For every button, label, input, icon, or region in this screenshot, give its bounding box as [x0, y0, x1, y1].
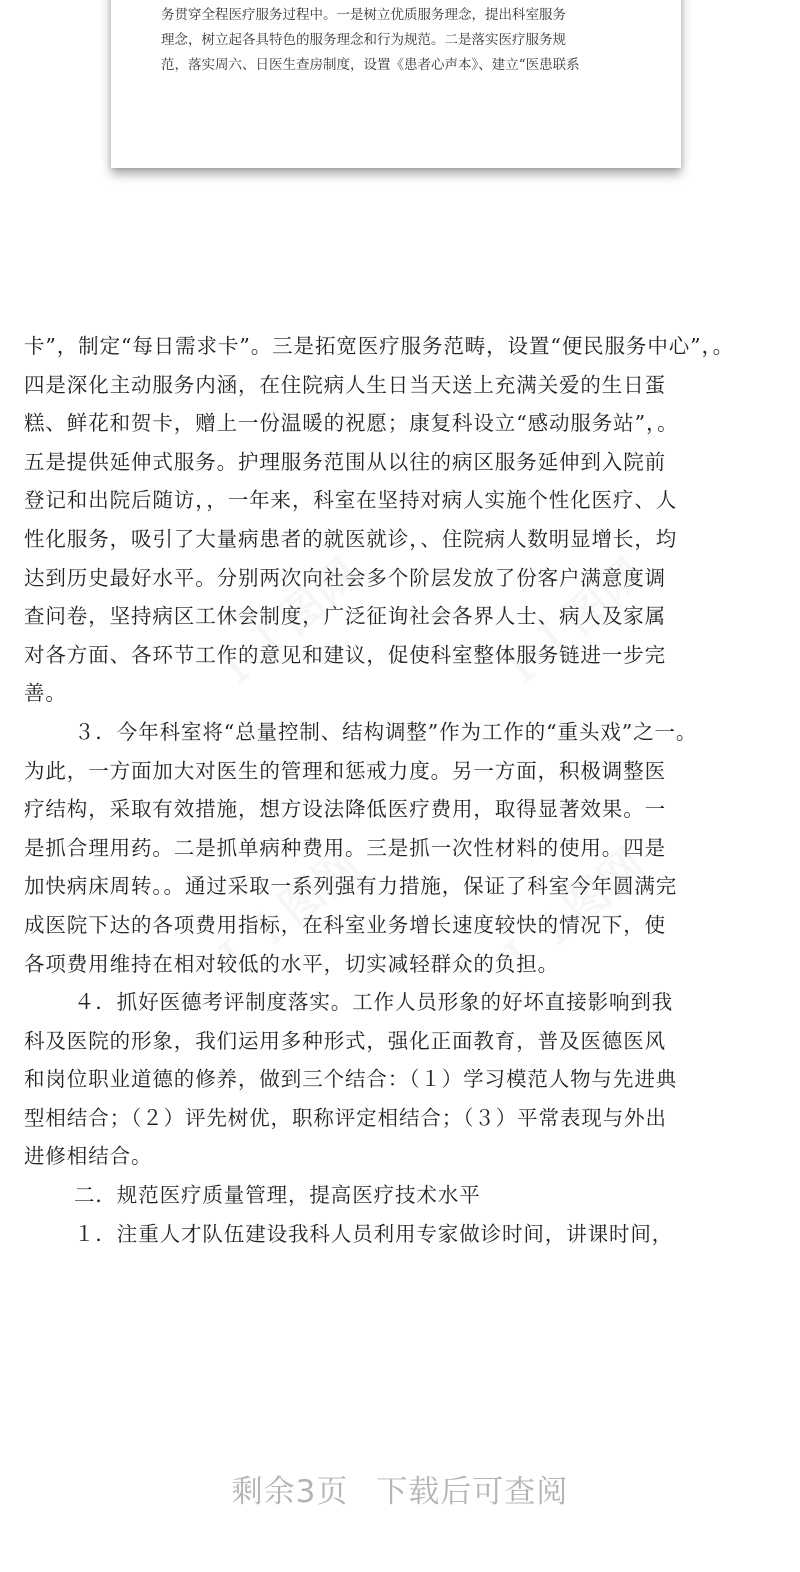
text-line: 善。: [24, 681, 67, 706]
text-line: ４．抓好医德考评制度落实。工作人员形象的好坏直接影响到我: [74, 990, 674, 1015]
text-line: 各项费用维持在相对较低的水平，切实减轻群众的负担。: [24, 951, 559, 976]
download-to-view-label: 下载后可查阅: [376, 1474, 569, 1510]
text-line: 登记和出院后随访，，一年来，科室在坚持对病人实施个性化医疗、人: [24, 488, 678, 513]
card-text: [161, 3, 641, 78]
remaining-pages-label: 剩余3页: [231, 1474, 349, 1510]
section-heading: 二．规范医疗质量管理，提高医疗技术水平: [74, 1183, 481, 1208]
text-line: 五是提供延伸式服务。护理服务范围从以往的病区服务延伸到入院前: [24, 449, 666, 474]
text-line: 对各方面、各环节工作的意见和建议，促使科室整体服务链进一步完: [24, 642, 666, 667]
text-line: 加快病床周转。。通过采取一系列强有力措施，保证了科室今年圆满完: [24, 874, 678, 899]
card-line: 务贯穿全程医疗服务过程中。一是树立优质服务理念，提出科室服务: [161, 7, 566, 23]
document-preview-card: [111, 0, 681, 168]
download-prompt[interactable]: [0, 1466, 800, 1511]
text-line: 查问卷，坚持病区工休会制度，广泛征询社会各界人士、病人及家属: [24, 604, 666, 629]
text-line: 科及医院的形象，我们运用多种形式，强化正面教育，普及医德医风: [24, 1028, 666, 1053]
text-line: 和岗位职业道德的修养，做到三个结合：（１）学习模范人物与先进典: [24, 1067, 678, 1092]
text-line: 性化服务，吸引了大量病患者的就医就诊，、住院病人数明显增长，均: [24, 526, 678, 551]
card-line: 范，落实周六、日医生查房制度，设置《患者心声本》、建立“医患联系: [161, 57, 580, 73]
document-body: [24, 327, 784, 1253]
text-line: ３．今年科室将“总量控制、结构调整”作为工作的“重头戏”之一。: [74, 719, 698, 744]
text-line: 成医院下达的各项费用指标，在科室业务增长速度较快的情况下，使: [24, 912, 666, 937]
text-line: 疗结构，采取有效措施，想方设法降低医疗费用，取得显著效果。一: [24, 797, 666, 822]
text-line: 达到历史最好水平。分别两次向社会多个阶层发放了份客户满意度调: [24, 565, 666, 590]
text-line: 卡”，制定“每日需求卡”。三是拓宽医疗服务范畴，设置“便民服务中心”，。: [24, 334, 735, 358]
text-line: 是抓合理用药。二是抓单病种费用。三是抓一次性材料的使用。四是: [24, 835, 666, 860]
text-line: 型相结合；（２）评先树优，职称评定相结合；（３）平常表现与外出: [24, 1105, 667, 1130]
text-line: 为此，一方面加大对医生的管理和惩戒力度。另一方面，积极调整医: [24, 758, 666, 783]
text-line: 四是深化主动服务内涵，在住院病人生日当天送上充满关爱的生日蛋: [24, 372, 666, 397]
card-line: 理念，树立起各具特色的服务理念和行为规范。二是落实医疗服务规: [161, 32, 566, 48]
text-line: 糕、鲜花和贺卡，赠上一份温暖的祝愿；康复科设立“感动服务站”，。: [24, 411, 679, 436]
text-line: １．注重人才队伍建设我科人员利用专家做诊时间，讲课时间，: [74, 1221, 674, 1246]
text-line: 进修相结合。: [24, 1144, 153, 1169]
